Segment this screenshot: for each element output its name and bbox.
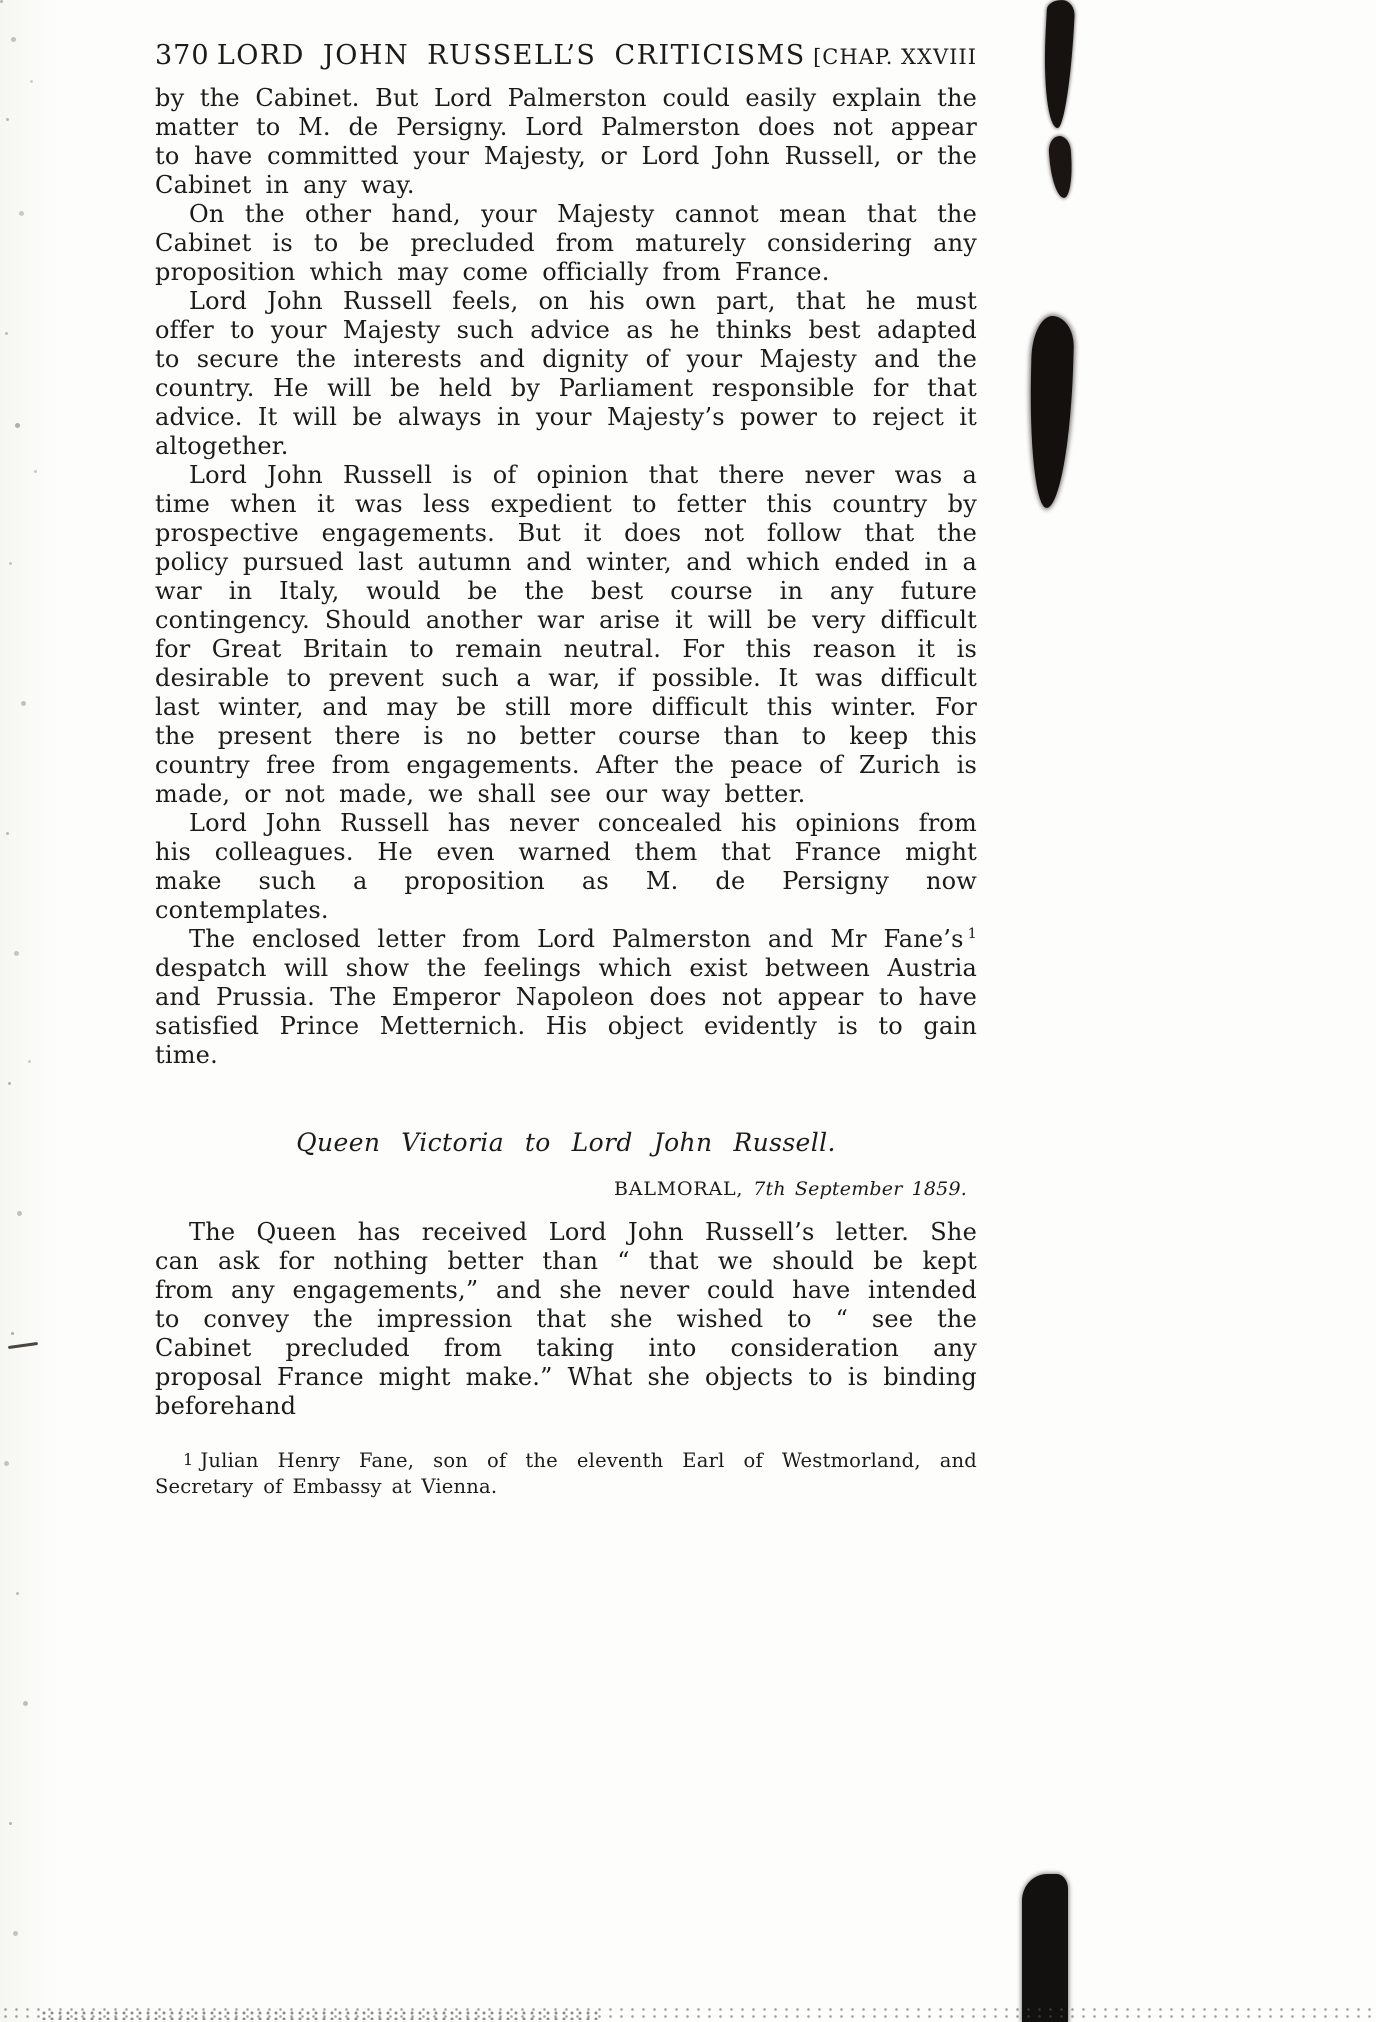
dateline-date: 7th September 1859. xyxy=(753,1178,967,1200)
scan-ink-blob-top-right-small xyxy=(1048,135,1074,198)
scan-dash-left-margin xyxy=(8,1342,38,1349)
footnote xyxy=(155,1447,977,1500)
footnote-reference: 1 xyxy=(967,926,977,942)
body-paragraph: Lord John Russell feels, on his own part, that he must offer to your Majesty such advice as he thinks best adapted to secure the interests and dignity of your Majesty and the country. He will be held by Parliament responsible for that advice. It will be always in your Majesty’s power to reject it altogether. xyxy=(155,287,977,460)
scan-ink-blob-right-margin xyxy=(1027,315,1074,508)
scan-noise-bottom-left xyxy=(40,2010,600,2020)
running-title: LORD JOHN RUSSELL’S CRITICISMS xyxy=(216,40,806,71)
scan-ink-blob-bottom-right xyxy=(1022,1874,1068,2022)
paragraph-text: despatch will show the feelings which exist between Austria and Prussia. The Emperor Napoleon does not appear to have satisfied Prince Metternich. His object evidently is to gain time. xyxy=(155,954,977,1069)
footnote-number: 1 xyxy=(183,1450,194,1469)
letter-paragraph: The Queen has received Lord John Russell’s letter. She can ask for nothing better than “ that we should be kept from any engagements,” and she never could have intended to convey the impression that she wished to “ see the Cabinet precluded from taking into consideration any proposal France might make.” What she objects to is binding beforehand xyxy=(155,1218,977,1420)
body-paragraph: Lord John Russell is of opinion that there never was a time when it was less expedient to fetter this country by prospective engagements. But it does not follow that the policy pursued last autumn and winter, and which ended in a war in Italy, would be the best course in any future contingency. Should another war arise it will be very difficult for Great Britain to remain neutral. For this reason it is desirable to prevent such a war, if possible. It was difficult last winter, and may be still more difficult this winter. For the present there is no better course than to keep this country free from engagements. After the peace of Zurich is made, or not made, we shall see our way better. xyxy=(155,461,977,808)
page-number: 370 xyxy=(155,40,210,71)
paragraph-text: The enclosed letter from Lord Palmerston and Mr Fane’s xyxy=(189,925,964,953)
letter-heading: Queen Victoria to Lord John Russell. xyxy=(296,1128,836,1157)
chapter-label: [CHAP. XXVIII xyxy=(813,45,977,69)
dateline xyxy=(155,1175,977,1204)
scan-noise-bottom-edge xyxy=(0,2006,1376,2022)
body-paragraph: On the other hand, your Majesty cannot mean that the Cabinet is to be precluded from maturely considering any proposition which may come officially from France. xyxy=(155,200,977,286)
body-paragraph: Lord John Russell has never concealed his opinions from his colleagues. He even warned them that France might make such a proposition as M. de Persigny now contemplates. xyxy=(155,809,977,924)
scan-ink-blob-top-right xyxy=(1041,0,1076,129)
dateline-place: BALMORAL, xyxy=(614,1178,744,1200)
body-paragraph: by the Cabinet. But Lord Palmerston could easily explain the matter to M. de Persigny. Lord Palmerston does not appear to have committed your Majesty, or Lord John Russell, or the Cabinet in any way. xyxy=(155,84,977,199)
scan-speckle-left-edge xyxy=(0,0,3,3)
body-paragraph xyxy=(155,925,977,1070)
footnote-line xyxy=(155,1447,977,1500)
page-body xyxy=(155,84,977,1500)
running-header xyxy=(155,40,977,71)
footnote-text: Julian Henry Fane, son of the eleventh Earl of Westmorland, and Secretary of Embassy at Vienna. xyxy=(155,1449,977,1498)
